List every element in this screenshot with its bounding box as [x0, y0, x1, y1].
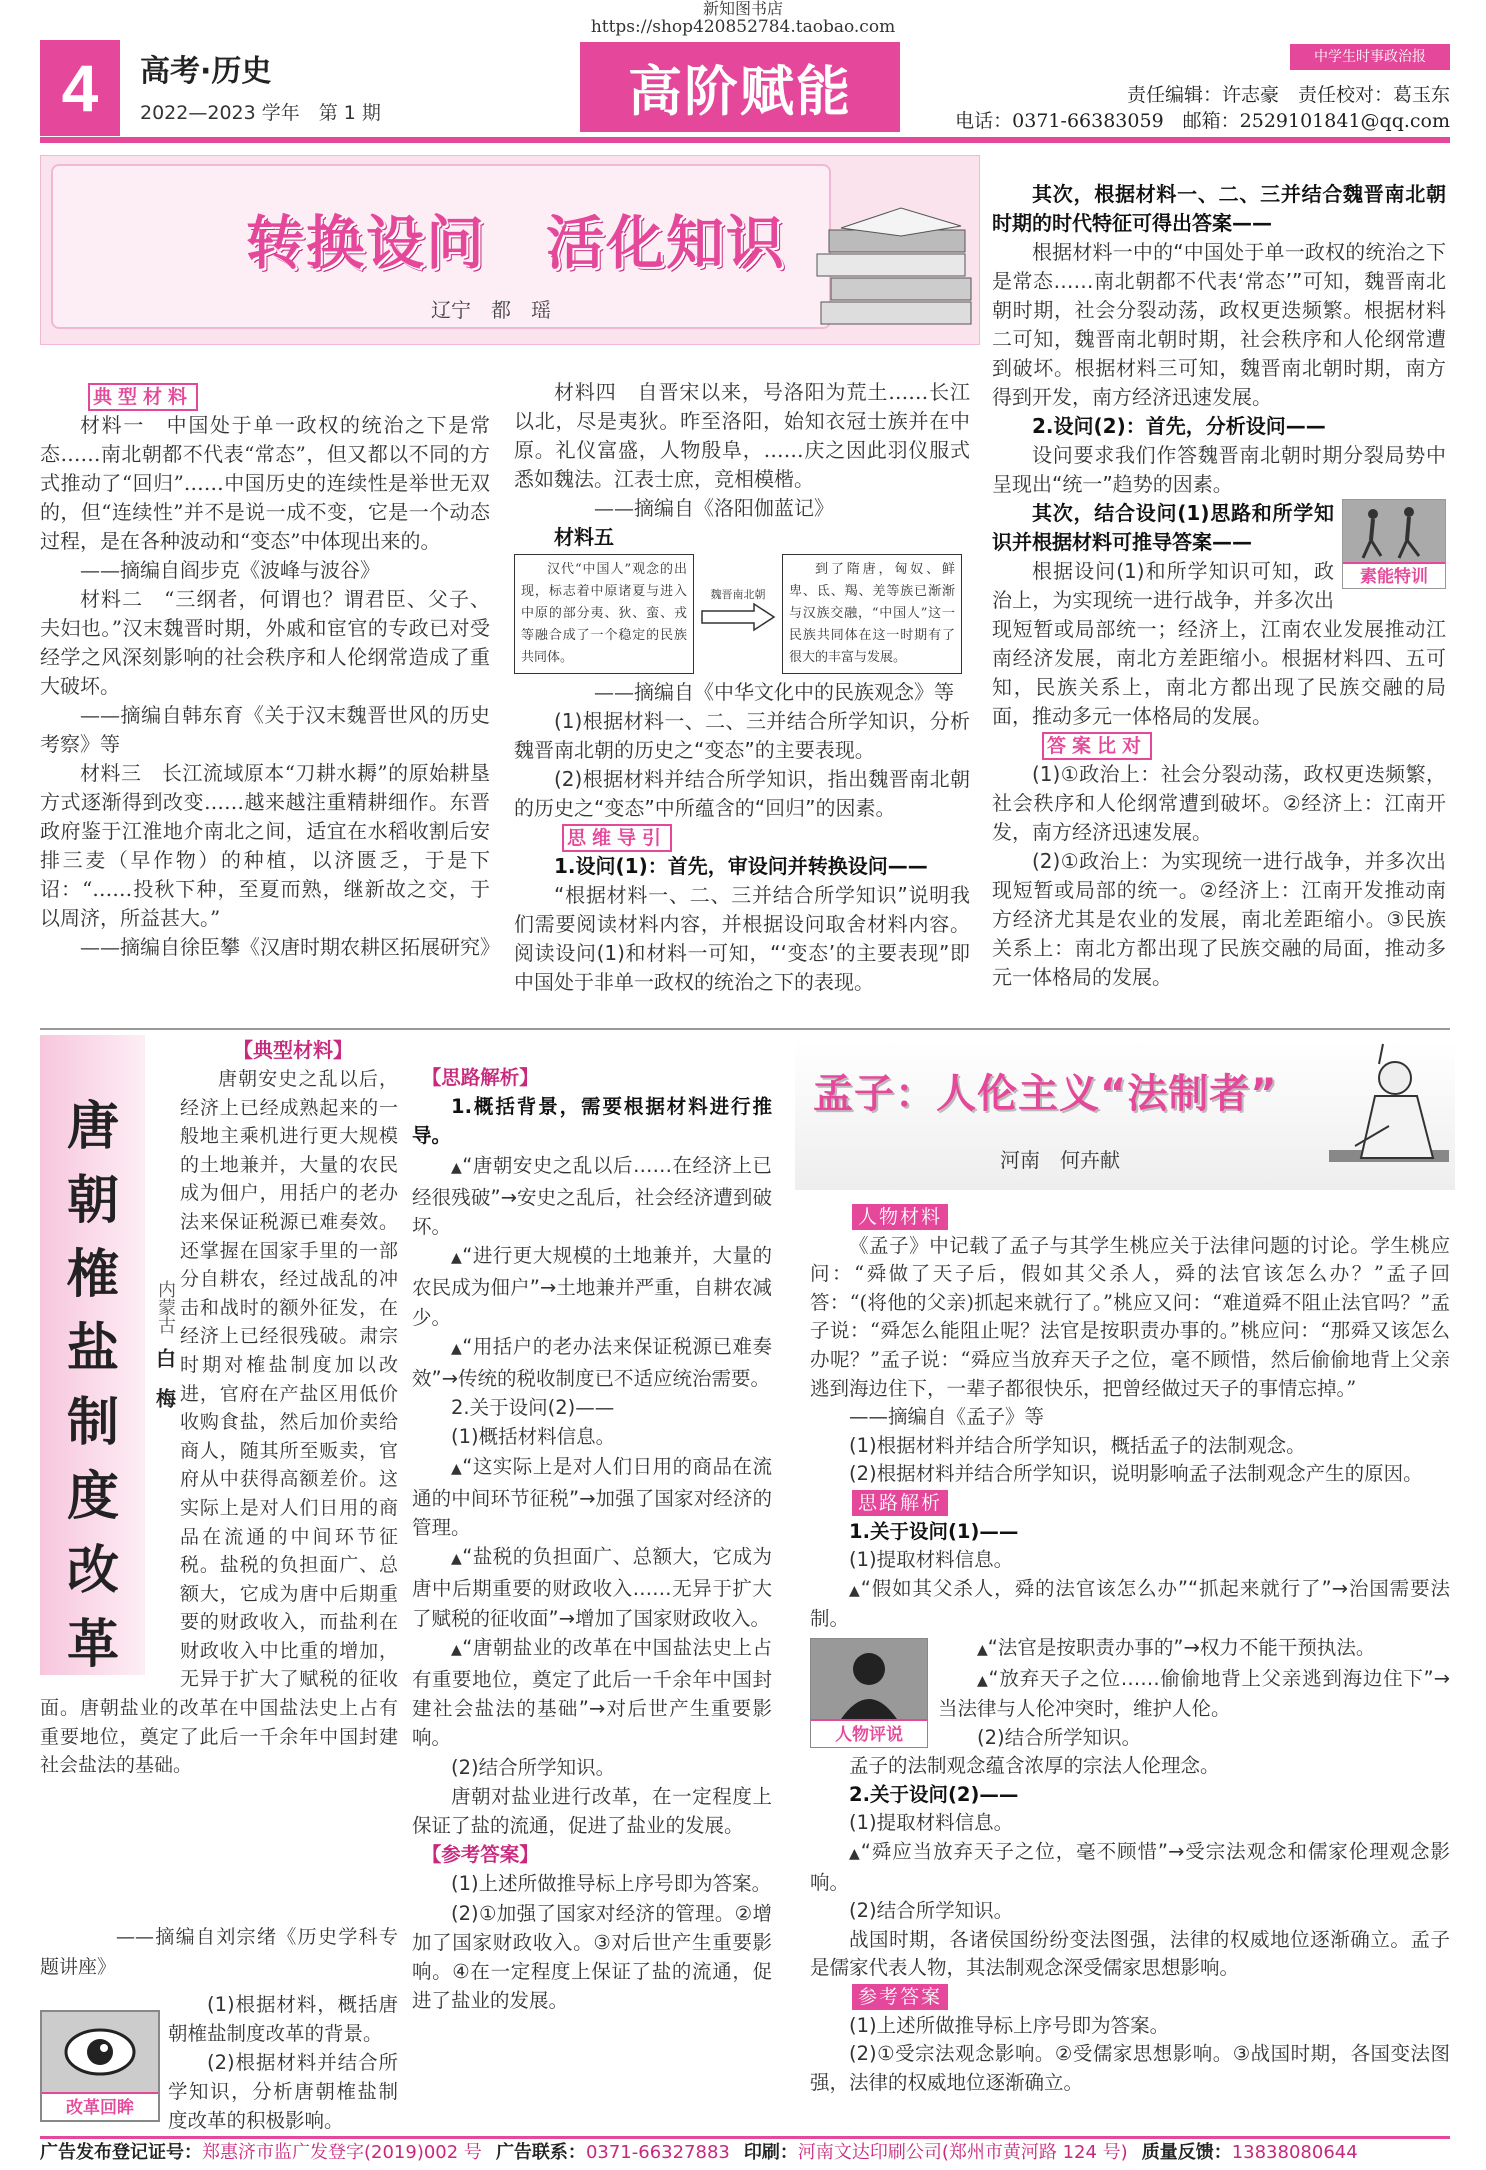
article2-material-source: [40, 1922, 398, 1982]
shop-watermark: [0, 0, 1486, 36]
article3-title: 孟子：人伦主义“法制者”: [813, 1071, 1278, 1117]
material-4: 材料四 自晋宋以来，号洛阳为荒土……长江以北，尽是夷狄。昨至洛阳，始知衣冠士族并在中原。礼仪富盛，人物殷阜，……庆之因此羽仪服式悉如魏法。江表士庶，竞相模楷。: [514, 380, 970, 491]
article1-author: 辽宁 都 瑶: [431, 298, 551, 322]
quality-feedback: 质量反馈：13838080644: [1141, 2142, 1358, 2163]
masthead-rule: [40, 137, 1450, 143]
badge-person-review: [810, 1638, 928, 1748]
question-2: (2)根据材料并结合所学知识，分析唐朝榷盐制度改革的积极影响。: [168, 2051, 398, 2132]
think-1-next-body: 根据材料一中的“中国处于单一政权的统治之下是常态……南北朝都不代表‘常态’”可知，魏晋南北朝时期，社会分裂动荡，政权更迭频繁。根据材料二可知，魏晋南北朝时期，社会秩序和人伦纲常遭到破坏。根据材料三可知，魏晋南北朝时期，南方得到开发，南方经济迅速发展。: [992, 240, 1446, 409]
contact: 电话：0371-66383059 邮箱：2529101841@qq.com: [955, 110, 1450, 132]
banner-title: 高阶赋能: [628, 59, 852, 123]
question-1: (1)根据材料一、二、三并结合所学知识，分析魏晋南北朝的历史之“变态”的主要表现。: [514, 709, 970, 762]
material-5-label: 材料五: [554, 525, 614, 549]
material-4-source: ——摘编自《洛阳伽蓝记》: [594, 496, 834, 520]
step-1-knowledge: 孟子的法制观念蕴含浓厚的宗法人伦理念。: [849, 1754, 1220, 1778]
step-2-sub-1: (1)概括材料信息。: [451, 1425, 616, 1449]
wrap-spacer: [40, 1065, 180, 1672]
think-1-head: 1.设问(1)：首先，审设问并转换设问——: [554, 854, 928, 878]
step-1-bullet-1: ▲“假如其父杀人，舜的法官该怎么办”“抓起来就行了”→治国需要法制。: [810, 1576, 1450, 1631]
step-2-bullet-1: ▲“舜应当放弃天子之位，毫不顾惜”→受宗法观念和儒家伦理观念影响。: [810, 1840, 1450, 1894]
material-1: 材料一 中国处于单一政权的统治之下是常态……南北朝都不代表“常态”，但又都以不同的方式推动了“回归”……中国历史的连续性是举世无双的，但“连续性”并不是说一成不变，它是一个动态过程，是在各种波动和“变态”中体现出来的。: [40, 413, 490, 553]
badge-review-label: 改革回眸: [42, 2092, 158, 2120]
article1-title: 转换设问 活化知识: [246, 209, 787, 277]
step-1-bullet-1: ▲“唐朝安史之乱以后……在经济上已经很残破”→安史之乱后，社会经济遭到破坏。: [412, 1153, 772, 1239]
books-icon: [811, 206, 981, 336]
triangle-icon: ▲: [451, 1551, 463, 1568]
step-2-head: 2.关于设问(2)——: [849, 1782, 1019, 1806]
material-5-arrow-label: 魏晋南北朝: [710, 588, 766, 601]
step-2-knowledge: 战国时期，各诸侯国纷纷变法图强，法律的权威地位逐渐确立。孟子是儒家代表人物，其法制观念深受儒家思想影响。: [810, 1927, 1450, 1980]
article2-material: [188, 1036, 398, 1065]
material-3: 材料三 长江流域原本“刀耕水耨”的原始耕垦方式逐渐得到改变……越来越注重精耕细作。东晋政府鉴于江淮地介南北之间，适宜在水稻收割后安排三麦（早作物）的种植，以济匮乏，于是下诏：“……投秋下种，至夏而熟，继新故之交，于以周济，所益甚大。”: [40, 761, 490, 930]
triangle-icon: ▲: [451, 1159, 463, 1176]
triangle-icon: ▲: [451, 1340, 463, 1357]
question-2-cont: [412, 1036, 772, 1065]
step-1-bullet-2: ▲“法官是按职责办事的”→权力不能干预执法。: [977, 1635, 1376, 1659]
silhouette-icon: [811, 1639, 927, 1719]
article3-body: [810, 1203, 1450, 2097]
badge-person-review-label: 人物评说: [811, 1719, 927, 1747]
material-5-diagram: [514, 554, 970, 674]
article1-header: [40, 155, 980, 345]
step-1-sub-1: (1)提取材料信息。: [849, 1548, 1014, 1572]
think-2-head: 2.设问(2)：首先，分析设问——: [1032, 414, 1326, 438]
shop-url: https://shop420852784.taobao.com: [590, 17, 896, 37]
think-2-next-body: 根据设问(1)和所学知识可知，政治上，为实现统一进行战争，并多次出现短暂或局部统一；经济上，江南农业发展推动江南经济发展，南北方差距缩小。根据材料四、五可知，民族关系上，南北方都出现了民族交融的局面，推动多元一体格局的发展。: [992, 559, 1446, 728]
tag-think: 思路解析: [852, 1490, 948, 1516]
step-2-sub-2: (2)结合所学知识。: [451, 1755, 616, 1779]
triangle-icon: ▲: [849, 1582, 861, 1599]
page-number: 4: [61, 51, 99, 125]
step-2-bullet-2: ▲“盐税的负担面广、总额大，它成为唐中后期重要的财政收入……无异于扩大了赋税的征收面”→增加了国家财政收入。: [412, 1545, 772, 1630]
step-2-bullet-1: ▲“这实际上是对人们日用的商品在流通的中间环节征税”→加强了国家对经济的管理。: [412, 1454, 772, 1540]
tag-think: 【思路解析】: [421, 1066, 539, 1089]
title-char: 朝: [66, 1171, 119, 1231]
answer-2: (2)①受宗法观念影响。②受儒家思想影响。③战国时期，各国变法图强，法律的权威地位逐渐确立。: [810, 2042, 1450, 2094]
article2-col2: [412, 1036, 772, 1065]
step-1-sub-2: (2)结合所学知识。: [977, 1725, 1142, 1749]
article2-material-body: [40, 1065, 398, 1780]
article1-col3: [992, 150, 1446, 992]
material-5-arrow: [700, 588, 776, 640]
tag-think: 思维导引: [562, 824, 672, 852]
subject: 高考·历史: [140, 54, 272, 89]
tag-answer: 【参考答案】: [421, 1843, 539, 1867]
scholar-icon: [1325, 1040, 1455, 1190]
article2-questions: [168, 1990, 398, 2135]
shop-name: 新知图书店: [702, 0, 783, 18]
answer-2: (2)①加强了国家对经济的管理。②增加了国家财政收入。③对后世产生重要影响。④在一定程度上保证了盐的流通，促进了盐业的发展。: [412, 1901, 772, 2013]
triangle-icon: ▲: [451, 1250, 463, 1267]
material-2-source: ——摘编自韩东育《关于汉末魏晋世风的历史考察》等: [40, 703, 490, 756]
title-char: 榷: [66, 1245, 119, 1305]
section-divider: [40, 1028, 1450, 1030]
material-text: 《孟子》中记载了孟子与其学生桃应关于法律问题的讨论。学生桃应问：“舜做了天子后，假如其父杀人，舜的法官该怎么办？”孟子回答：“(将他的父亲)抓起来就行了。”桃应又问：“难道舜不阻止法官吗？”孟子说：“舜怎么能阻止呢？法官是按职责办事的。”桃应问：“那舜又该怎么办呢？”孟子说：“舜应当放弃天子之位，毫不顾惜，然后偷偷地背上父亲逃到海边住下，一辈子都很快乐，把曾经做过天子的事情忘掉。”: [810, 1233, 1450, 1400]
footer: [40, 2136, 1450, 2166]
editors: 责任编辑：许志豪 责任校对：葛玉东: [1126, 84, 1450, 106]
material-3-source: ——摘编自徐臣攀《汉唐时期农耕区拓展研究》: [80, 935, 500, 959]
material-source: ——摘编自《孟子》等: [849, 1405, 1045, 1429]
eye-icon: [42, 2012, 158, 2092]
material-5-box-left: 汉代“中国人”观念的出现，标志着中原诸夏与进入中原的部分夷、狄、蛮、戎等融合成了一个稳定的民族共同体。: [514, 554, 694, 674]
runners-icon: [1343, 500, 1445, 562]
question-2: (2)根据材料并结合所学知识，指出魏晋南北朝的历史之“变态”中所蕴含的“回归”的因素。: [514, 767, 970, 820]
think-1-body: “根据材料一、二、三并结合所学知识”说明我们需要阅读材料内容，并根据设问取舍材料内容。阅读设问(1)和材料一可知，“‘变态’的主要表现”即中国处于非单一政权的统治之下的表现。: [514, 883, 970, 994]
article2-col2-body: [412, 1063, 772, 2016]
arrow-right-icon: [700, 602, 776, 632]
material-5-box-right: 到了隋唐，匈奴、鲜卑、氐、羯、羌等族已渐渐与汉族交融，“中国人”这一民族共同体在这一时期有了很大的丰富与发展。: [782, 554, 962, 674]
tag-answer: 参考答案: [852, 1984, 948, 2010]
article3-author: 河南 何卉献: [1000, 1148, 1120, 1172]
step-1-bullet-3: ▲“用括户的老办法来保证税源已难奏效”→传统的税收制度已不适应统治需要。: [412, 1334, 772, 1391]
question-1: (1)根据材料并结合所学知识，概括孟子的法制观念。: [849, 1433, 1306, 1457]
badge-review: [40, 2010, 160, 2122]
answer-1: (1)上述所做推导标上序号即为答案。: [849, 2013, 1170, 2037]
material-source: ——摘编自刘宗绪《历史学科专题讲座》: [40, 1926, 398, 1978]
think-2-next: [992, 499, 1446, 731]
title-char: 唐: [66, 1097, 119, 1157]
material-2: 材料二 “三纲者，何谓也？谓君臣、父子、夫妇也。”汉末魏晋时期，外戚和宦官的专政已对受经学之风深刻影响的社会秩序和人伦纲常造成了重大破坏。: [40, 587, 490, 698]
author-name: 白 梅: [152, 1348, 177, 1408]
triangle-icon: ▲: [451, 1460, 463, 1477]
title-char: 度: [66, 1467, 119, 1527]
think-1-next-head: 其次，根据材料一、二、三并结合魏晋南北朝时期的时代特征可得出答案——: [992, 182, 1446, 235]
step-1-head: 1.关于设问(1)——: [849, 1519, 1019, 1543]
step-1-with-badge: [810, 1634, 1450, 1781]
author-region: 内蒙古: [155, 1280, 176, 1334]
material-1-source: ——摘编自阎步克《波峰与波谷》: [80, 558, 380, 582]
tag-material: 【典型材料】: [233, 1038, 353, 1062]
ad-registration: 广告发布登记证号：郑惠济市监广发登字(2019)002 号: [40, 2142, 482, 2163]
triangle-icon: ▲: [849, 1846, 861, 1863]
article1-col1: [40, 382, 500, 962]
step-2-knowledge: 唐朝对盐业进行改革，在一定程度上保证了盐的流通，促进了盐业的发展。: [412, 1784, 772, 1838]
ad-contact: 广告联系：0371-66327883: [495, 2142, 730, 2163]
material-text: 唐朝安史之乱以后，经济上已经成熟起来的一般地主乘机进行更大规模的土地兼并，大量的农民成为佃户，用括户的老办法来保证税源已难奏效。还掌握在国家手里的一部分自耕农，经过战乱的冲击和战时的额外征发，在经济上已经很残破。肃宗时期对榷盐制度加以改进，官府在产盐区用低价收购食盐，然后加价卖给商人，随其所至贩卖，官府从中获得高额差价。这实际上是对人们日用的商品在流通的中间环节征税。盐税的负担面广、总额大，它成为唐中后期重要的财政收入，而盐利在财政收入中比重的增加，无异于扩大了赋税的征收面。唐朝盐业的改革在中国盐法史上占有重要地位，奠定了此后一千余年中国封建社会盐法的基础。: [40, 1068, 398, 1777]
step-1-bullet-3: ▲“放弃天子之位……偷偷地背上父亲逃到海边住下”→当法律与人伦冲突时，维护人伦。: [938, 1666, 1450, 1721]
triangle-icon: ▲: [977, 1641, 988, 1658]
tag-answer: 答案比对: [1042, 732, 1152, 760]
answer-1: (1)上述所做推导标上序号即为答案。: [451, 1872, 772, 1896]
question-1: (1)根据材料，概括唐朝榷盐制度改革的背景。: [168, 1993, 398, 2045]
banner-box: [580, 42, 900, 132]
title-char: 革: [66, 1615, 119, 1675]
year-issue: 2022—2023 学年 第 1 期: [140, 102, 381, 124]
triangle-icon: ▲: [451, 1641, 463, 1658]
paper-logo: 中学生时事政治报: [1290, 44, 1450, 70]
triangle-icon: ▲: [977, 1672, 989, 1689]
badge-training: [1342, 499, 1446, 589]
article3-header: [795, 1040, 1455, 1190]
masthead: [40, 40, 1450, 140]
think-2-body: 设问要求我们作答魏晋南北朝时期分裂局势中呈现出“统一”趋势的因素。: [992, 443, 1446, 496]
step-1-head: 1.概括背景，需要根据材料进行推导。: [412, 1095, 772, 1148]
article1-col2: [514, 378, 970, 997]
page-number-box: [40, 40, 120, 136]
material-5-source: ——摘编自《中华文化中的民族观念》等: [594, 680, 954, 704]
step-2-head: 2.关于设问(2)——: [451, 1396, 615, 1420]
step-2-bullet-3: ▲“唐朝盐业的改革在中国盐法史上占有重要地位，奠定了此后一千余年中国封建社会盐法的基础”→对后世产生重要影响。: [412, 1635, 772, 1750]
question-2: (2)根据材料并结合所学知识，说明影响孟子法制观念产生的原因。: [849, 1462, 1423, 1486]
title-char: 制: [66, 1393, 119, 1453]
answer-2: (2)①政治上：为实现统一进行战争，并多次出现短暂或局部的统一。②经济上：江南开发推动南方经济尤其是农业的发展，南北差距缩小。③民族关系上：南北方都出现了民族交融的局面，推动多元一体格局的发展。: [992, 849, 1446, 989]
title-char: 盐: [66, 1319, 119, 1379]
step-1-bullet-2: ▲“进行更大规模的土地兼并，大量的农民成为佃户”→土地兼并严重，自耕农减少。: [412, 1244, 772, 1329]
badge-training-label: 素能特训: [1343, 562, 1445, 588]
tag-material: 典型材料: [88, 383, 198, 411]
step-2-sub-1: (1)提取材料信息。: [849, 1811, 1014, 1835]
step-2-sub-2: (2)结合所学知识。: [849, 1899, 1014, 1923]
title-char: 改: [66, 1541, 119, 1601]
answer-1: (1)①政治上：社会分裂动荡，政权更迭频繁，社会秩序和人伦纲常遭到破坏。②经济上：江南开发，南方经济迅速发展。: [992, 762, 1446, 844]
printer: 印刷：河南文达印刷公司(郑州市黄河路 124 号): [743, 2142, 1128, 2163]
tag-material: 人物材料: [852, 1204, 948, 1230]
think-2-next-head: 其次，结合设问(1)思路和所学知识并根据材料可推导答案——: [992, 501, 1334, 554]
